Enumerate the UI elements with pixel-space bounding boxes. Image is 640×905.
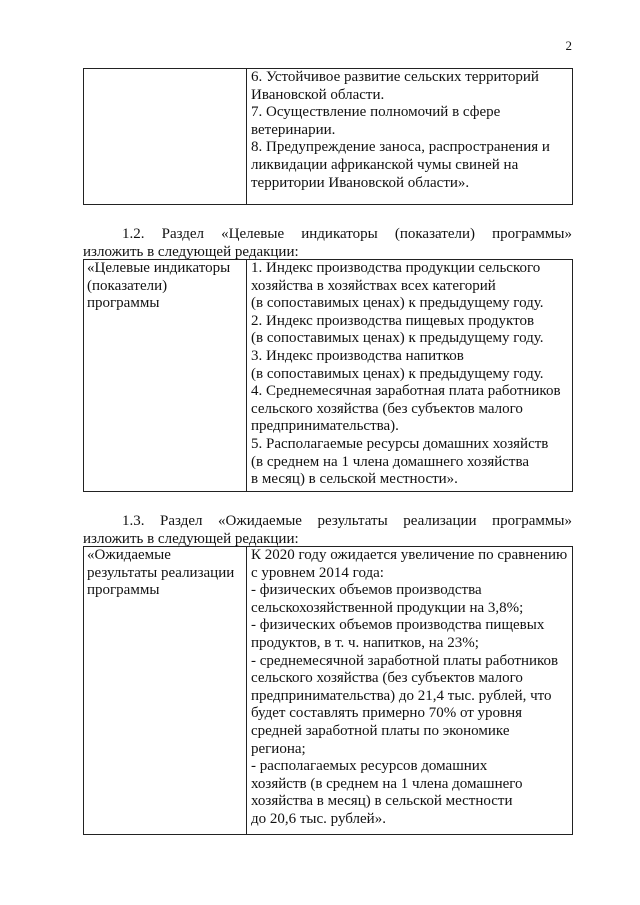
section-1-2-line1: 1.2. Раздел «Целевые индикаторы (показатели) программы»	[122, 226, 572, 242]
table3-right-line: К 2020 году ожидается увеличение по сравнению	[251, 547, 568, 563]
table3-right-line: до 20,6 тыс. рублей».	[251, 810, 386, 827]
table2-left-line: программы	[87, 295, 160, 312]
table3-left-line: «Ожидаемые	[87, 547, 171, 563]
table2-right-line: предпринимательства).	[251, 418, 399, 435]
table2-right-line: 1. Индекс производства продукции сельского	[251, 260, 541, 276]
table2-right-line: (в сопоставимых ценах) к предыдущему году.	[251, 365, 544, 382]
table2-left-line: (показатели)	[87, 277, 168, 294]
table2-left-line: «Целевые индикаторы	[87, 260, 231, 276]
page-number: 2	[565, 38, 572, 53]
table1-right-line: 7. Осуществление полномочий в сфере	[251, 104, 501, 121]
table2-right-line: 2. Индекс производства пищевых продуктов	[251, 312, 535, 329]
table3-right-line: продуктов, в т. ч. напитков, на 23%;	[251, 634, 479, 651]
table1-right-line: 6. Устойчивое развитие сельских территорий	[251, 69, 539, 85]
table3-right-line: средней заработной платы по экономике	[251, 722, 510, 739]
table3-right-line: - среднемесячной заработной платы работников	[251, 652, 559, 669]
table3-left-line: программы	[87, 582, 160, 599]
table2-right-line: (в сопоставимых ценах) к предыдущему году.	[251, 330, 544, 347]
table2-right-line: 4. Среднемесячная заработная плата работников	[251, 383, 561, 400]
table1-right-cell	[247, 69, 572, 204]
table3-right-line: хозяйства в месяц) в сельской местности	[251, 793, 513, 810]
table3-right-line: - располагаемых ресурсов домашних	[251, 758, 488, 775]
table2-right-cell	[247, 260, 572, 491]
section-1-3-line1: 1.3. Раздел «Ожидаемые результаты реализации программы»	[122, 513, 572, 529]
table3-right-line: будет составлять примерно 70% от уровня	[251, 705, 523, 722]
table2-right-line: в месяц) в сельской местности».	[251, 471, 458, 488]
table-programs-continued	[83, 68, 573, 205]
table3-right-cell	[247, 547, 572, 834]
table1-right-line: 8. Предупреждение заноса, распространения и	[251, 139, 550, 156]
table1-right-line: Ивановской области.	[251, 86, 385, 103]
table1-right-line: территории Ивановской области».	[251, 174, 470, 191]
section-1-2-line2: изложить в следующей редакции:	[83, 243, 299, 260]
table2-left-cell	[84, 260, 247, 491]
table2-right-line: сельского хозяйства (без субъектов малого	[251, 400, 523, 417]
table3-right-line: - физических объемов производства	[251, 582, 482, 599]
table3-right-line: сельскохозяйственной продукции на 3,8%;	[251, 599, 524, 616]
table3-right-line: хозяйств (в среднем на 1 члена домашнего	[251, 775, 523, 792]
section-1-3-paragraph	[83, 513, 572, 548]
table3-right-line: предпринимательства) до 21,4 тыс. рублей, что	[251, 687, 552, 704]
table-target-indicators	[83, 259, 573, 492]
table1-right-line: ветеринарии.	[251, 121, 336, 138]
table2-right-line: 3. Индекс производства напитков	[251, 347, 464, 364]
table3-right-line: региона;	[251, 740, 306, 757]
table3-right-line: с уровнем 2014 года:	[251, 564, 384, 581]
table1-left-cell	[84, 69, 247, 204]
table2-right-line: хозяйства в хозяйствах всех категорий	[251, 277, 496, 294]
table-expected-results	[83, 546, 573, 835]
table3-left-line: результаты реализации	[87, 564, 235, 581]
table3-right-line: - физических объемов производства пищевых	[251, 617, 545, 634]
section-1-2-paragraph	[83, 226, 572, 261]
table1-right-line: ликвидации африканской чумы свиней на	[251, 156, 519, 173]
table2-right-line: (в сопоставимых ценах) к предыдущему году.	[251, 295, 544, 312]
table3-left-cell	[84, 547, 247, 834]
table3-right-line: сельского хозяйства (без субъектов малого	[251, 670, 523, 687]
table2-right-line: (в среднем на 1 члена домашнего хозяйства	[251, 453, 530, 470]
section-1-3-line2: изложить в следующей редакции:	[83, 530, 299, 547]
table2-right-line: 5. Располагаемые ресурсы домашних хозяйств	[251, 435, 549, 452]
